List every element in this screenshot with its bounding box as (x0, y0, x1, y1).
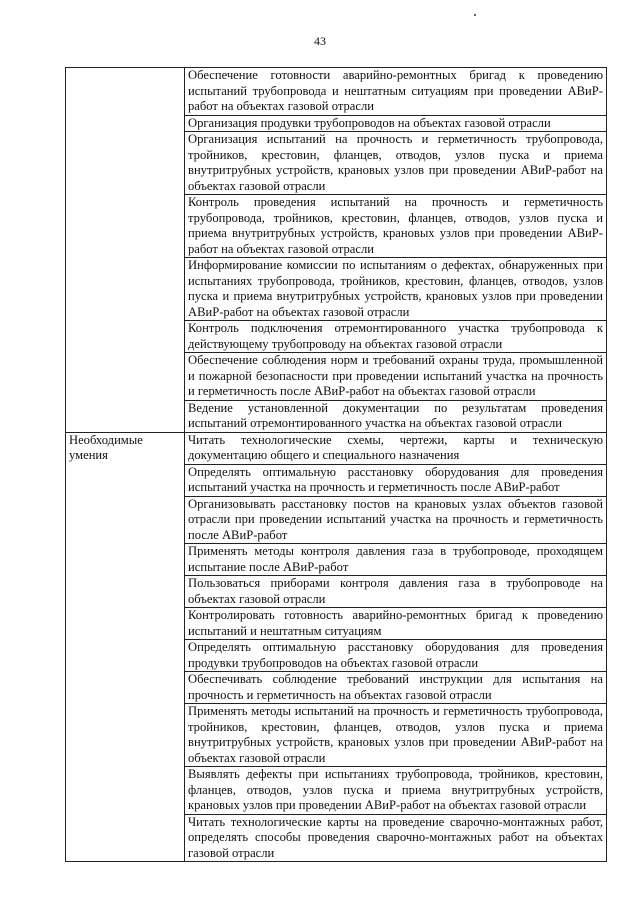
table-cell: Организовывать расстановку постов на крановых узлах объектов газовой отрасли при проведении испытаний участка на прочность и герметичность после АВиР-работ (185, 496, 607, 544)
table-row (66, 432, 607, 464)
table-cell: Обеспечение соблюдения норм и требований охраны труда, промышленной и пожарной безопасности при проведении испытаний участка на прочность и герметичность после АВиР-работ на объектах газовой отрасли (185, 353, 607, 401)
section-label (66, 68, 185, 433)
table-cell: Контроль проведения испытаний на прочность и герметичность трубопровода, тройников, крестовин, фланцев, отводов, узлов пуска и приема внутритрубных устройств, крановых узлов при проведении АВиР-работ на объектах газовой отрасли (185, 195, 607, 258)
section-label: Необходимые умения (66, 432, 185, 862)
table-cell: Определять оптимальную расстановку оборудования для проведения испытаний участка на прочность и герметичность после АВиР-работ (185, 464, 607, 496)
table-cell: Организация продувки трубопроводов на объектах газовой отрасли (185, 115, 607, 132)
table-cell: Выявлять дефекты при испытаниях трубопровода, тройников, крестовин, фланцев, отводов, узлов пуска и приема внутритрубных устройств, крановых узлов при проведении АВиР-работ на объектах газовой отрасли (185, 767, 607, 815)
table-cell: Контроль подключения отремонтированного участка трубопровода к действующему трубопроводу на объектах газовой отрасли (185, 321, 607, 353)
table-row (66, 68, 607, 116)
table-cell: Контролировать готовность аварийно-ремонтных бригад к проведению испытаний и нештатным ситуациям (185, 608, 607, 640)
requirements-table (65, 67, 607, 862)
table-cell: Определять оптимальную расстановку оборудования для проведения продувки трубопроводов на объектах газовой отрасли (185, 640, 607, 672)
table-cell: Читать технологические карты на проведение сварочно-монтажных работ, определять способы проведения сварочно-монтажных работ на объектах газовой отрасли (185, 814, 607, 862)
table-cell: Организация испытаний на прочность и герметичность трубопровода, тройников, крестовин, фланцев, отводов, узлов пуска и приема внутритрубных устройств, крановых узлов при проведении АВиР-работ на объектах газовой отрасли (185, 132, 607, 195)
table-cell: Обеспечение готовности аварийно-ремонтных бригад к проведению испытаний трубопровода и нештатным ситуациям при проведении АВиР-работ на объектах газовой отрасли (185, 68, 607, 116)
table-cell: Применять методы испытаний на прочность и герметичность трубопровода, тройников, крестовин, фланцев, отводов, узлов пуска и приема внутритрубных устройств, крановых узлов при проведении АВиР-работ на объектах газовой отрасли (185, 704, 607, 767)
page-number: 43 (314, 34, 326, 48)
table-cell: Читать технологические схемы, чертежи, карты и техническую документацию общего и специального назначения (185, 432, 607, 464)
scan-speck (474, 14, 476, 16)
table-cell: Обеспечивать соблюдение требований инструкции для испытания на прочность и герметичность на объектах газовой отрасли (185, 672, 607, 704)
table-cell: Информирование комиссии по испытаниям о дефектах, обнаруженных при испытаниях трубопровода, тройников, крестовин, фланцев, отводов, узлов пуска и приема внутритрубных устройств, крановых узлов при проведении АВиР-работ на объектах газовой отрасли (185, 258, 607, 321)
table-cell: Пользоваться приборами контроля давления газа в трубопроводе на объектах газовой отрасли (185, 576, 607, 608)
table-cell: Ведение установленной документации по результатам проведения испытаний отремонтированного участка на объектах газовой отрасли (185, 400, 607, 432)
table-cell: Применять методы контроля давления газа в трубопроводе, проходящем испытание после АВиР-работ (185, 544, 607, 576)
